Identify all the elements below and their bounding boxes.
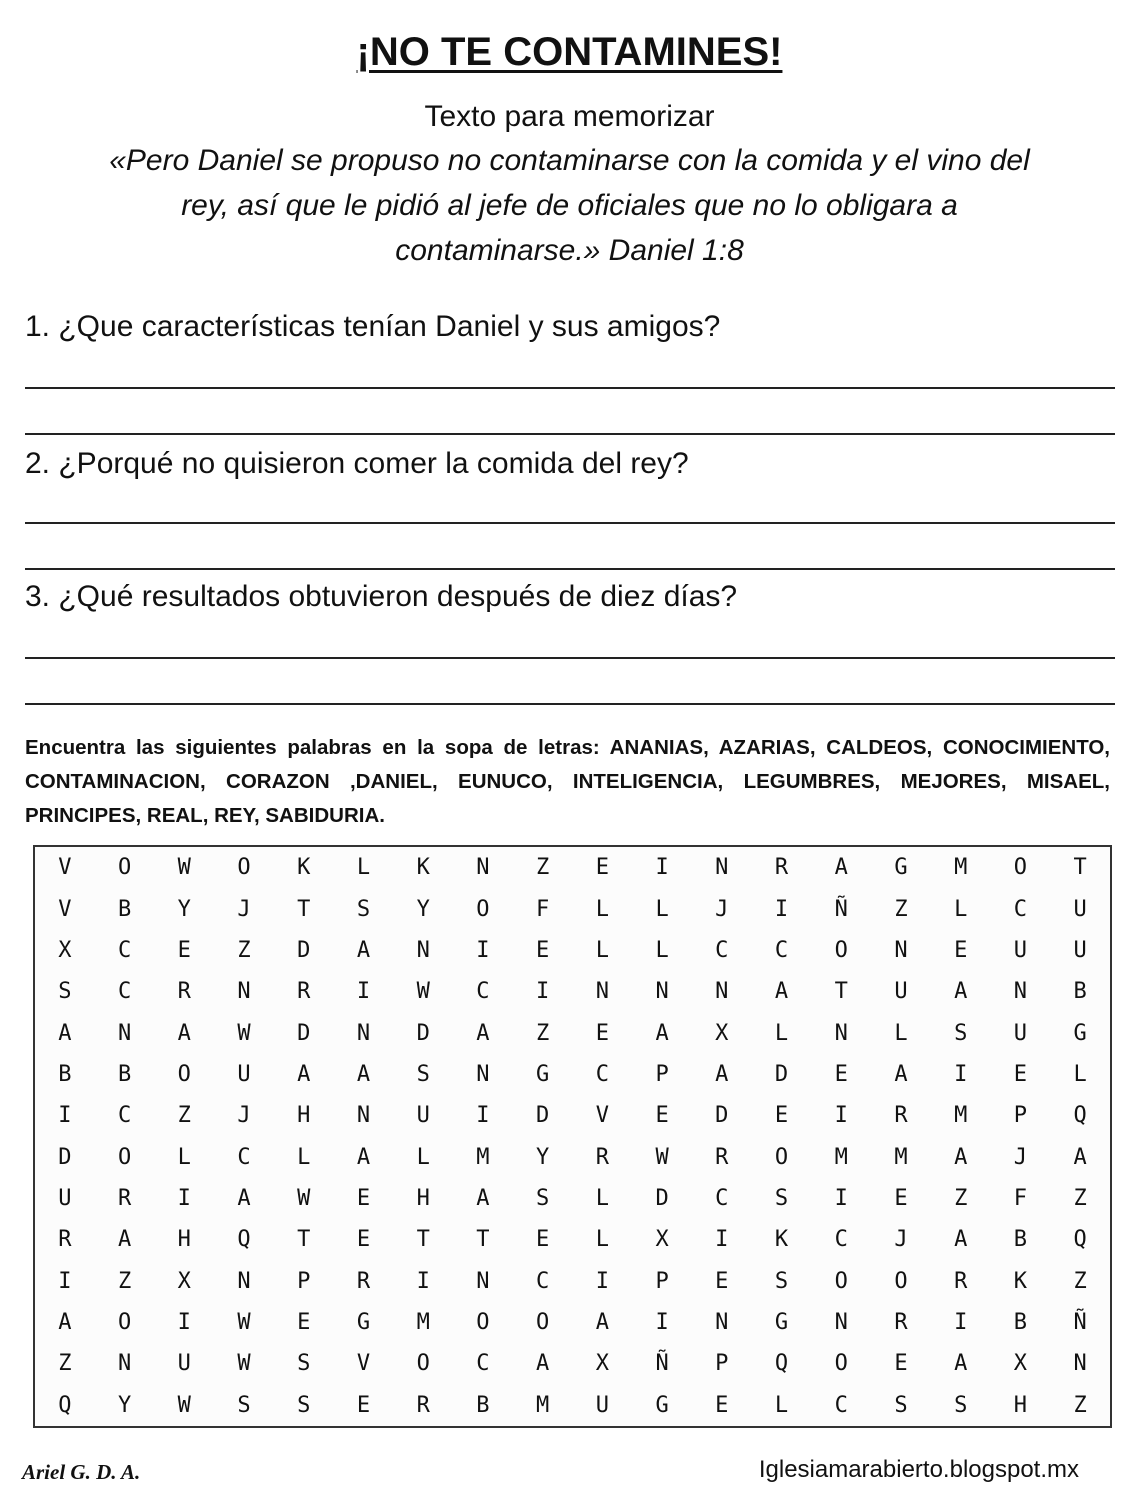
grid-letter: R — [715, 1144, 729, 1170]
grid-letter: N — [894, 937, 908, 963]
grid-letter: T — [476, 1227, 490, 1253]
grid-letter: B — [58, 1061, 72, 1087]
grid-letter: K — [416, 855, 430, 881]
grid-letter: S — [774, 1268, 789, 1294]
grid-letter: U — [177, 1351, 191, 1377]
grid-letter: Y — [416, 896, 430, 922]
grid-letter: G — [894, 855, 908, 881]
grid-letter: K — [774, 1227, 789, 1253]
grid-letter: E — [536, 937, 550, 963]
grid-letter: W — [237, 1020, 251, 1046]
grid-letter: O — [117, 1144, 132, 1170]
grid-letter: W — [655, 1144, 669, 1170]
grid-letter: Y — [177, 896, 191, 922]
grid-letter: A — [954, 979, 968, 1005]
grid-letter: L — [894, 1020, 908, 1046]
grid-letter: R — [894, 1103, 908, 1129]
grid-letter: E — [297, 1310, 311, 1336]
grid-letter: C — [595, 1061, 609, 1087]
grid-letter: N — [416, 937, 430, 963]
grid-letter: S — [58, 979, 72, 1005]
grid-letter: X — [655, 1227, 669, 1253]
grid-letter: E — [715, 1392, 729, 1418]
grid-letter: I — [356, 979, 371, 1005]
grid-letter: B — [117, 1061, 132, 1087]
grid-letter: D — [536, 1103, 550, 1129]
grid-letter: C — [117, 1103, 132, 1129]
grid-letter: O — [476, 1310, 490, 1336]
grid-letter: Z — [894, 896, 908, 922]
grid-letter: E — [894, 1351, 908, 1377]
question-2: 2. ¿Porqué no quisieron comer la comida del rey? — [25, 447, 689, 480]
grid-letter: S — [237, 1392, 251, 1418]
grid-letter: A — [58, 1310, 72, 1336]
grid-letter: N — [476, 1268, 490, 1294]
grid-letter: C — [774, 937, 789, 963]
grid-letter: G — [655, 1392, 669, 1418]
grid-letter: W — [416, 979, 430, 1005]
grid-letter: U — [1073, 896, 1087, 922]
grid-letter: Q — [58, 1392, 72, 1418]
grid-letter: R — [954, 1268, 968, 1294]
grid-letter: H — [297, 1103, 311, 1129]
grid-letter: W — [237, 1351, 251, 1377]
grid-letter: O — [894, 1268, 908, 1294]
grid-letter: U — [1013, 1020, 1028, 1046]
grid-letter: L — [356, 855, 371, 881]
grid-letter: M — [894, 1144, 908, 1170]
grid-letter: A — [655, 1020, 669, 1046]
grid-letter: T — [297, 1227, 311, 1253]
grid-letter: Q — [1073, 1227, 1087, 1253]
grid-letter: L — [954, 896, 968, 922]
grid-letter: O — [416, 1351, 430, 1377]
grid-letter: E — [894, 1186, 908, 1212]
grid-letter: I — [655, 1310, 669, 1336]
grid-letter: A — [1073, 1144, 1087, 1170]
memory-verse-line: rey, así que le pidió al jefe de oficiales que no lo obligara a — [181, 189, 958, 222]
grid-letter: E — [655, 1103, 669, 1129]
grid-letter: E — [595, 855, 609, 881]
grid-letter: N — [476, 855, 490, 881]
grid-letter: C — [715, 1186, 729, 1212]
grid-letter: S — [297, 1351, 311, 1377]
grid-letter: N — [356, 1020, 371, 1046]
answer-line — [25, 568, 1115, 570]
grid-letter: I — [536, 979, 550, 1005]
grid-letter: A — [117, 1227, 132, 1253]
grid-letter: N — [715, 855, 729, 881]
grid-letter: W — [177, 855, 191, 881]
grid-letter: T — [416, 1227, 430, 1253]
grid-letter: U — [894, 979, 908, 1005]
grid-letter: L — [297, 1144, 311, 1170]
grid-letter: B — [117, 896, 132, 922]
grid-letter: N — [715, 1310, 729, 1336]
grid-letter: L — [416, 1144, 430, 1170]
grid-letter: Z — [1073, 1268, 1087, 1294]
grid-letter: S — [894, 1392, 908, 1418]
grid-letter: W — [297, 1186, 311, 1212]
grid-letter: N — [1073, 1351, 1087, 1377]
grid-letter: Z — [58, 1351, 72, 1377]
grid-letter: F — [536, 896, 550, 922]
grid-letter: J — [1013, 1144, 1028, 1170]
grid-letter: V — [58, 896, 72, 922]
grid-letter: Z — [177, 1103, 191, 1129]
grid-letter: A — [476, 1186, 490, 1212]
grid-letter: I — [954, 1310, 968, 1336]
grid-letter: I — [58, 1268, 72, 1294]
grid-letter: D — [297, 1020, 311, 1046]
grid-letter: I — [476, 937, 490, 963]
grid-letter: L — [1073, 1061, 1087, 1087]
grid-letter: A — [834, 855, 848, 881]
grid-letter: X — [715, 1020, 729, 1046]
grid-letter: O — [1013, 855, 1028, 881]
answer-line — [25, 703, 1115, 705]
grid-letter: I — [58, 1103, 72, 1129]
grid-letter: Q — [1073, 1103, 1087, 1129]
grid-letter: Y — [536, 1144, 550, 1170]
grid-letter: N — [117, 1351, 132, 1377]
grid-letter: L — [655, 896, 669, 922]
grid-letter: Z — [117, 1268, 132, 1294]
grid-letter: P — [297, 1268, 311, 1294]
grid-letter: N — [834, 1020, 848, 1046]
grid-letter: E — [177, 937, 191, 963]
grid-letter: A — [894, 1061, 908, 1087]
grid-letter: G — [1073, 1020, 1087, 1046]
grid-letter: R — [58, 1227, 72, 1253]
grid-letter: R — [416, 1392, 430, 1418]
grid-letter: K — [297, 855, 311, 881]
grid-letter: E — [774, 1103, 789, 1129]
grid-letter: O — [774, 1144, 789, 1170]
grid-letter: N — [715, 979, 729, 1005]
grid-letter: G — [356, 1310, 371, 1336]
grid-letter: O — [476, 896, 490, 922]
grid-letter: D — [715, 1103, 729, 1129]
grid-letter: N — [655, 979, 669, 1005]
grid-letter: M — [536, 1392, 550, 1418]
grid-letter: I — [834, 1186, 848, 1212]
grid-letter: B — [1013, 1227, 1028, 1253]
grid-letter: N — [237, 979, 251, 1005]
word-search-grid — [33, 845, 1112, 1428]
grid-letter: U — [595, 1392, 609, 1418]
grid-letter: P — [655, 1061, 669, 1087]
grid-letter: T — [1073, 855, 1087, 881]
grid-letter: C — [237, 1144, 251, 1170]
grid-letter: I — [834, 1103, 848, 1129]
footer-url: Iglesiamarabierto.blogspot.mx — [758, 1456, 1079, 1483]
grid-letter: H — [177, 1227, 191, 1253]
answer-line — [25, 522, 1115, 524]
grid-letter: Q — [774, 1351, 789, 1377]
grid-letter: S — [536, 1186, 550, 1212]
grid-letter: S — [416, 1061, 430, 1087]
grid-letter: H — [1013, 1392, 1028, 1418]
grid-letter: K — [1013, 1268, 1028, 1294]
grid-letter: J — [894, 1227, 908, 1253]
grid-letter: D — [58, 1144, 72, 1170]
grid-letter: C — [536, 1268, 550, 1294]
grid-letter: V — [356, 1351, 371, 1377]
grid-letter: J — [237, 896, 251, 922]
grid-letter: L — [774, 1020, 789, 1046]
grid-letter: X — [1013, 1351, 1028, 1377]
grid-letter: O — [834, 937, 848, 963]
grid-letter: B — [1013, 1310, 1028, 1336]
grid-letter: B — [1073, 979, 1087, 1005]
grid-letter: A — [595, 1310, 609, 1336]
grid-letter: I — [476, 1103, 490, 1129]
grid-letter: A — [954, 1227, 968, 1253]
grid-letter: N — [117, 1020, 132, 1046]
subtitle: Texto para memorizar — [424, 100, 715, 133]
grid-letter: O — [117, 855, 132, 881]
answer-line — [25, 433, 1115, 435]
grid-letter: A — [356, 1144, 371, 1170]
grid-letter: A — [536, 1351, 550, 1377]
grid-letter: R — [774, 855, 789, 881]
grid-letter: L — [595, 937, 609, 963]
grid-letter: O — [237, 855, 251, 881]
grid-letter: A — [774, 979, 789, 1005]
grid-letter: I — [774, 896, 789, 922]
grid-letter: Z — [954, 1186, 968, 1212]
grid-letter: L — [177, 1144, 191, 1170]
grid-letter: J — [237, 1103, 251, 1129]
grid-letter: S — [297, 1392, 311, 1418]
grid-letter: E — [356, 1227, 371, 1253]
grid-letter: E — [954, 937, 968, 963]
grid-letter: A — [476, 1020, 490, 1046]
grid-letter: C — [834, 1392, 848, 1418]
grid-letter: H — [416, 1186, 430, 1212]
grid-letter: C — [117, 937, 132, 963]
grid-letter: S — [356, 896, 371, 922]
grid-letter: A — [356, 1061, 371, 1087]
grid-letter: J — [715, 896, 729, 922]
grid-letter: U — [237, 1061, 251, 1087]
grid-letter: X — [58, 937, 72, 963]
grid-letter: D — [297, 937, 311, 963]
grid-letter: U — [1013, 937, 1028, 963]
grid-letter: N — [356, 1103, 371, 1129]
grid-letter: E — [834, 1061, 848, 1087]
grid-letter: Z — [237, 937, 251, 963]
grid-letter: Ñ — [1073, 1310, 1087, 1336]
grid-letter: M — [954, 1103, 968, 1129]
grid-letter: Z — [1073, 1186, 1087, 1212]
grid-letter: L — [655, 937, 669, 963]
grid-letter: L — [595, 1186, 609, 1212]
grid-letter: Z — [1073, 1392, 1087, 1418]
grid-letter: L — [595, 896, 609, 922]
grid-letter: C — [1013, 896, 1028, 922]
grid-letter: Q — [237, 1227, 251, 1253]
grid-letter: R — [297, 979, 311, 1005]
memory-verse-line: contaminarse.» Daniel 1:8 — [395, 234, 744, 267]
grid-letter: D — [655, 1186, 669, 1212]
grid-letter: Ñ — [655, 1351, 669, 1377]
grid-letter: E — [356, 1186, 371, 1212]
grid-letter: I — [954, 1061, 968, 1087]
memory-verse-line: «Pero Daniel se propuso no contaminarse con la comida y el vino del — [109, 144, 1030, 177]
grid-letter: E — [715, 1268, 729, 1294]
grid-letter: S — [954, 1020, 968, 1046]
grid-letter: G — [536, 1061, 550, 1087]
grid-letter: U — [416, 1103, 430, 1129]
grid-letter: O — [834, 1351, 848, 1377]
grid-letter: D — [774, 1061, 789, 1087]
grid-letter: P — [655, 1268, 669, 1294]
grid-letter: P — [715, 1351, 729, 1377]
grid-letter: P — [1013, 1103, 1028, 1129]
grid-letter: M — [954, 855, 968, 881]
grid-letter: T — [834, 979, 848, 1005]
grid-letter: E — [536, 1227, 550, 1253]
grid-letter: A — [954, 1144, 968, 1170]
grid-letter: N — [595, 979, 609, 1005]
grid-letter: O — [177, 1061, 191, 1087]
grid-letter: R — [356, 1268, 371, 1294]
grid-letter: M — [416, 1310, 430, 1336]
grid-letter: I — [715, 1227, 729, 1253]
grid-letter: X — [177, 1268, 191, 1294]
author-signature: Ariel G. D. A. — [22, 1460, 141, 1484]
grid-letter: O — [834, 1268, 848, 1294]
grid-letter: C — [476, 1351, 490, 1377]
grid-letter: G — [774, 1310, 789, 1336]
grid-letter: L — [774, 1392, 789, 1418]
page-title: ¡NO TE CONTAMINES! — [356, 30, 783, 74]
grid-letter: U — [58, 1186, 72, 1212]
grid-letter: R — [595, 1144, 609, 1170]
grid-letter: R — [117, 1186, 132, 1212]
grid-letter: C — [715, 937, 729, 963]
grid-letter: B — [476, 1392, 490, 1418]
grid-letter: D — [416, 1020, 430, 1046]
grid-letter: F — [1013, 1186, 1028, 1212]
grid-letter: A — [297, 1061, 311, 1087]
grid-letter: O — [117, 1310, 132, 1336]
grid-letter: U — [1073, 937, 1087, 963]
grid-letter: S — [774, 1186, 789, 1212]
grid-letter: I — [655, 855, 669, 881]
grid-letter: I — [595, 1268, 609, 1294]
grid-letter: E — [356, 1392, 371, 1418]
grid-letter: E — [595, 1020, 609, 1046]
question-1: 1. ¿Que características tenían Daniel y sus amigos? — [25, 310, 721, 343]
grid-letter: N — [237, 1268, 251, 1294]
grid-letter: T — [297, 896, 311, 922]
question-3: 3. ¿Qué resultados obtuvieron después de diez días? — [25, 580, 738, 613]
grid-letter: Ñ — [834, 896, 848, 922]
grid-letter: E — [1013, 1061, 1028, 1087]
grid-letter: I — [177, 1310, 191, 1336]
answer-line — [25, 657, 1115, 659]
grid-letter: R — [177, 979, 191, 1005]
answer-line — [25, 387, 1115, 389]
word-search-instructions: Encuentra las siguientes palabras en la sopa de letras: ANANIAS, AZARIAS, CALDEOS, CONOCIMIENTO, CONTAMINACION, CORAZON ,DANIEL, EUNUCO, INTELIGENCIA, LEGUMBRES, MEJORES, MISAEL, PRINCIPES, REAL, REY, SABIDURIA. — [25, 736, 1110, 827]
grid-letter: A — [177, 1020, 191, 1046]
grid-letter: L — [595, 1227, 609, 1253]
grid-letter: M — [834, 1144, 848, 1170]
grid-letter: A — [58, 1020, 72, 1046]
grid-letter: C — [117, 979, 132, 1005]
grid-letter: A — [356, 937, 371, 963]
grid-letter: N — [476, 1061, 490, 1087]
grid-letter: Y — [117, 1392, 132, 1418]
grid-letter: A — [237, 1186, 251, 1212]
grid-letter: N — [834, 1310, 848, 1336]
grid-letter: A — [715, 1061, 729, 1087]
grid-letter: V — [595, 1103, 609, 1129]
grid-letter: W — [177, 1392, 191, 1418]
grid-letter: C — [834, 1227, 848, 1253]
grid-letter: I — [416, 1268, 430, 1294]
grid-letter: C — [476, 979, 490, 1005]
grid-letter: I — [177, 1186, 191, 1212]
grid-letter: A — [954, 1351, 968, 1377]
grid-letter: N — [1013, 979, 1028, 1005]
grid-letter: R — [894, 1310, 908, 1336]
grid-letter: W — [237, 1310, 251, 1336]
grid-letter: X — [595, 1351, 609, 1377]
grid-letter: O — [536, 1310, 550, 1336]
grid-letter: M — [476, 1144, 490, 1170]
grid-letter: V — [58, 855, 72, 881]
grid-letter: S — [954, 1392, 968, 1418]
grid-letter: Z — [536, 1020, 550, 1046]
grid-letter: Z — [536, 855, 550, 881]
